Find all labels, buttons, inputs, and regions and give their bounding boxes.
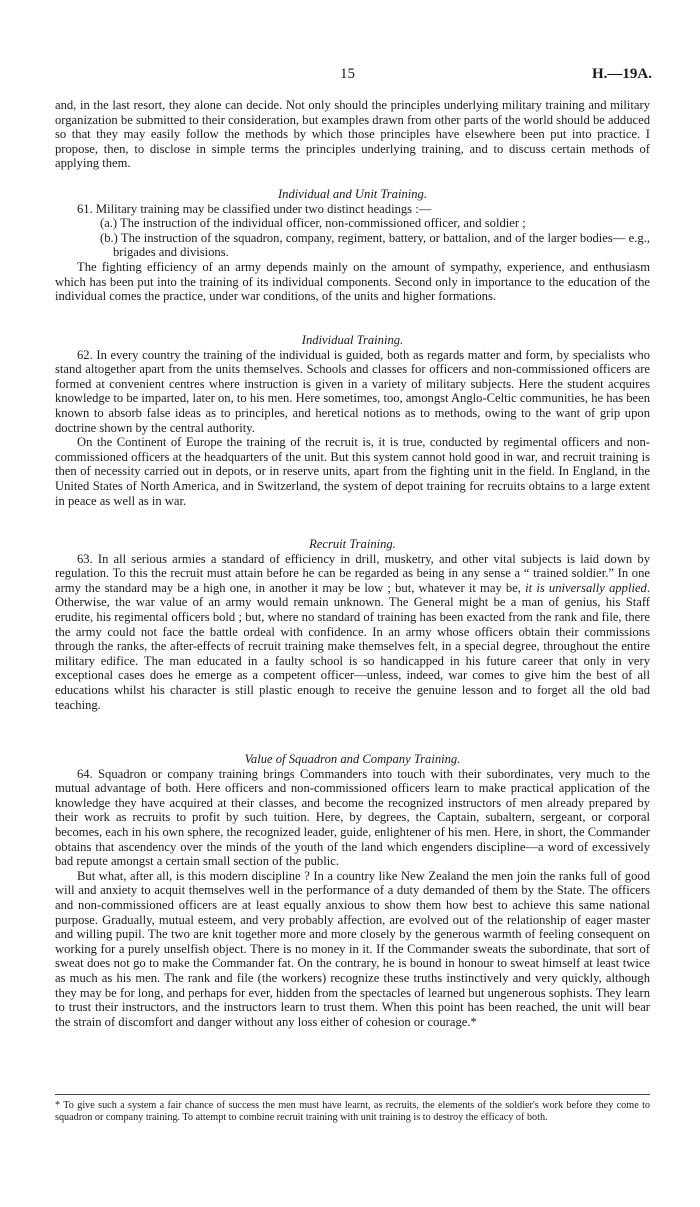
paragraph-61-continued: The fighting efficiency of an army depends mainly on the amount of sympathy, experience, and enthusiasm which has been put into the training of its individual components. Second only in importance to the education of the individual comes the practice, under war conditions, of the units and higher formations. — [55, 259, 650, 304]
footnote-divider — [55, 1094, 650, 1095]
paragraph-63 — [55, 552, 650, 713]
section-recruit-training — [55, 537, 650, 712]
paragraph-62-continued: On the Continent of Europe the training of the recruit is, it is true, conducted by regimental officers and non-commissioned officers at the headquarters of the unit. But this system cannot hold good in war, and recruit training is then of necessity carried out in depots, or in reserve units, apart from the fighting unit in the field. In England, in the United States of North America, and in Switzerland, the system of depot training for recruits obtains to a large extent in peace as well as in war. — [55, 435, 650, 508]
paragraph-62: 62. In every country the training of the individual is guided, both as regards matter and form, by specialists who stand altogether apart from the units themselves. Schools and classes for officers and non-commissioned officers are formed at convenient centres where instruction is given in a variety of military subjects. Here the student acquires knowledge to be imparted, later on, to his men. Here sometimes, too, amongst Anglo-Celtic communities, he has been known to absorb false ideas as to principles, and heretical notions as to methods, owing to the want of grip upon doctrine shown by the central authority. — [55, 347, 650, 435]
paragraph-63-text-continued: . Otherwise, the war value of an army would remain unknown. The General might be a man of genius, his Staff erudite, his regimental officers bold ; but, where no standard of training has been exacted from the rank and file, there the army could not face the battle ordeal with confidence. In an army whose officers obtain their commissions through the ranks, the after-effects of recruit training make themselves felt, in a special degree, throughout the entire military edifice. The man educated in a faulty school is so handicapped in his future career that only in very exceptional cases does he emerge as a competent officer—unless, indeed, war comes to give him the best of all educations whilst his character is still plastic enough to receive the genuine lesson and to forget all the old bad teaching. — [55, 580, 651, 712]
paragraph-63-text: 63. In all serious armies a standard of efficiency in drill, musketry, and other vital subjects is laid down by regulation. To this the recruit must attain before he can be regarded as being in any sense a “ trained soldier.” In one army the standard may be a high one, in another it may be low ; but, whatever it may be, — [55, 551, 650, 595]
intro-paragraph: and, in the last resort, they alone can decide. Not only should the principles underlying military training and military organization be submitted to their consideration, but examples drawn from other parts of the world should be adduced so that they may easily follow the methods by which those principles have elsewhere been put into practice. I propose, then, to disclose in simple terms the principles underlying training, and to discuss certain methods of applying them. — [55, 98, 650, 171]
section-squadron-and-company-training — [55, 752, 650, 1029]
list-item-a: (a.) The instruction of the individual officer, non-commissioned officer, and soldier ; — [100, 216, 526, 231]
section-individual-training — [55, 333, 650, 508]
section-individual-and-unit-training — [55, 187, 650, 304]
section-heading: Recruit Training. — [309, 537, 396, 551]
page-number: 15 — [340, 66, 355, 82]
paragraph-61: 61. Military training may be classified under two distinct headings :— — [77, 201, 432, 216]
footnote: * To give such a system a fair chance of success the men must have learnt, as recruits, the elements of the soldier's work before they come to squadron or company training. To attempt to combine recruit training with unit training is to destroy the efficacy of both. — [55, 1100, 650, 1124]
intro-section — [55, 98, 650, 171]
emphasis-text: it is universally applied — [525, 580, 647, 595]
paragraph-64: 64. Squadron or company training brings Commanders into touch with their subordinates, very much to the mutual advantage of both. Here officers and non-commissioned officers learn to make practical application of the knowledge they have acquired at their classes, and become the recognized instructors of men already prepared by their work as recruits to profit by such tuition. Here, by degrees, the Captain, subaltern, sergeant, or corporal becomes, each in his own sphere, the recognized leader, guide, enlightener of his men. Here, in short, the Commander obtains that ascendency over the minds of the youth of the land which engenders discipline—a word of excessively bad repute amongst a certain small section of the public. — [55, 766, 650, 869]
section-heading: Individual Training. — [301, 333, 404, 347]
list-item-b: (b.) The instruction of the squadron, company, regiment, battery, or battalion, and of the larger bodies— e.g., brigades and divisions. — [100, 230, 650, 260]
section-heading: Value of Squadron and Company Training. — [244, 752, 461, 766]
document-code: H.—19A. — [592, 66, 652, 82]
paragraph-64-continued: But what, after all, is this modern discipline ? In a country like New Zealand the men join the ranks full of good will and anxiety to acquit themselves well in the performance of a duty demanded of them by the State. The officers and non-commissioned officers are at least equally anxious to show them how best to achieve this same national purpose. Gradually, mutual esteem, and very probably affection, are evolved out of the relationship of eager master and willing pupil. The two are knit together more and more closely by the generous warmth of feeling consequent on working for a purely unselfish object. There is no money in it. If the Commander sweats the subordinate, that sort of sweat does not go to make the Commander fat. On the contrary, he is bound in honour to sweat himself at least twice as much as his men. The rank and file (the workers) recognize these truths instinctively and very quickly, although they may be for long, and perhaps for ever, hidden from the spectacles of learned but ungenerous sophists. They learn to trust their instructors, and the instructors learn to trust them. When this point has been reached, the unit will bear the strain of discomfort and danger without any loss either of cohesion or courage.* — [55, 868, 650, 1029]
section-heading: Individual and Unit Training. — [277, 187, 428, 201]
